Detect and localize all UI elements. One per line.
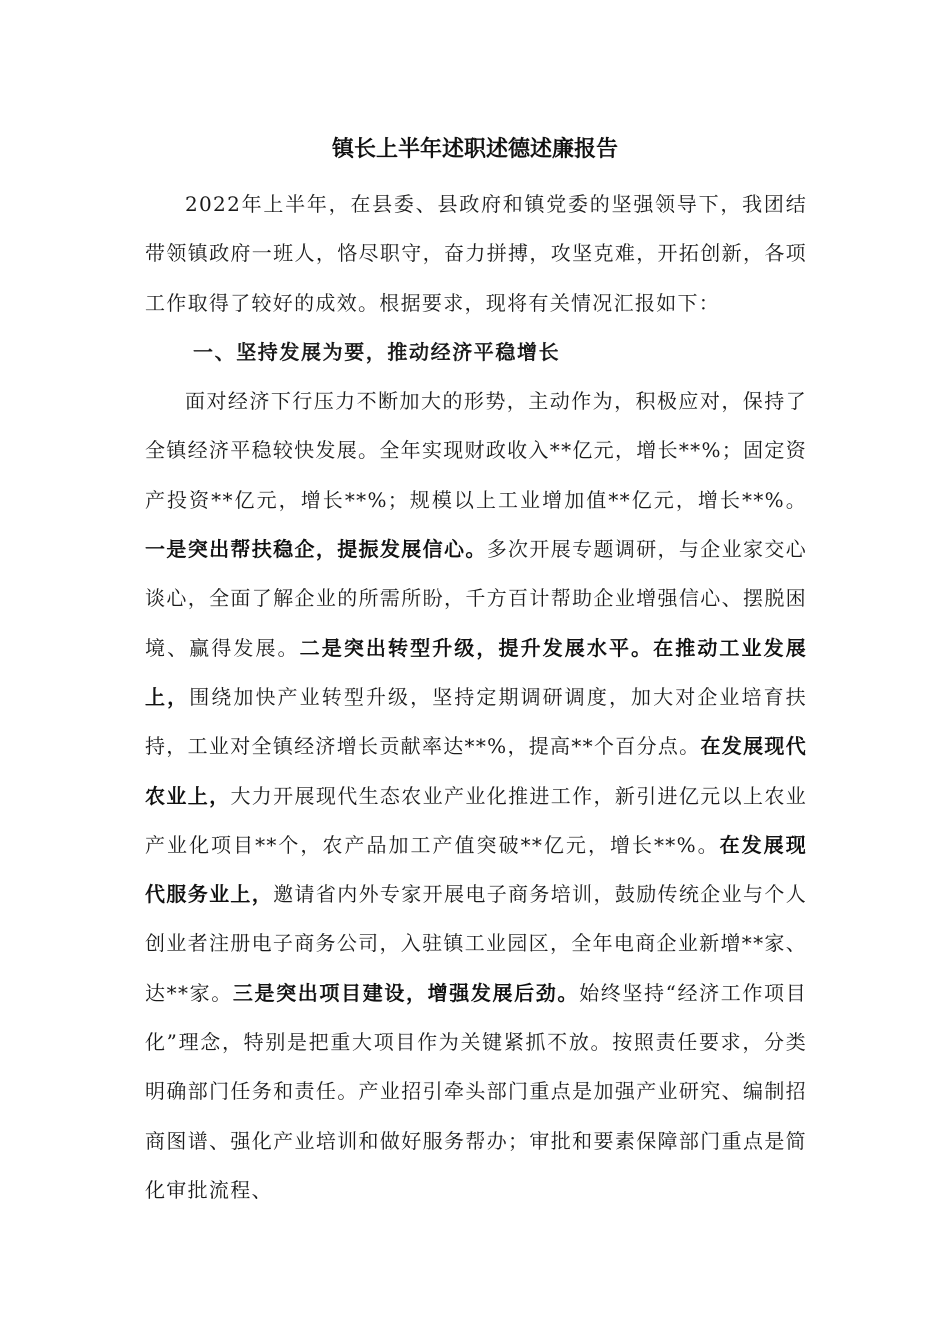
section-paragraph (145, 377, 807, 1215)
bold-point: 三是突出项目建设，增强发展后劲。 (232, 980, 580, 1005)
bold-point: 一是突出帮扶稳企，提振发展信心。 (145, 537, 487, 562)
body-text: 邀请省内外专家开展电子商务培训，鼓励传统企业与个人创业者注册电子商务公司，入驻镇工业园区，全年电商企业新增**家、达**家。 (145, 882, 807, 1005)
document-title: 镇长上半年述职述德述廉报告 (331, 137, 618, 162)
body-text: 围绕加快产业转型升级，坚持定期调研调度，加大对企业培育扶持，工业对全镇经济增长贡献率达**%，提高**个百分点。 (145, 684, 807, 759)
bold-point: 在发展现代农业上， (145, 734, 807, 808)
body-text: 始终坚持“经济工作项目化”理念，特别是把重大项目作为关键紧抓不放。按照责任要求，分类明确部门任务和责任。产业招引牵头部门重点是加强产业研究、编制招商图谱、强化产业培训和做好服务帮办；审批和要素保障部门重点是简化审批流程、 (145, 980, 807, 1202)
body-text: 面对经济下行压力不断加大的形势，主动作为，积极应对，保持了全镇经济平稳较快发展。全年实现财政收入**亿元，增长**%；固定资产投资**亿元，增长**%；规模以上工业增加值**亿元，增长**%。 (145, 389, 807, 512)
intro-paragraph: 2022年上半年，在县委、县政府和镇党委的坚强领导下，我团结带领镇政府一班人，恪尽职守，奋力拼搏，攻坚克难，开拓创新，各项工作取得了较好的成效。根据要求，现将有关情况汇报如下： (145, 192, 807, 315)
document-body (145, 180, 807, 1215)
bold-point: 二是突出转型升级，提升发展水平。在推动工业发展上， (145, 635, 807, 709)
bold-point: 在发展现代服务业上， (145, 832, 807, 907)
body-text: 大力开展现代生态农业产业化推进工作，新引进亿元以上农业产业化项目**个，农产品加工产值突破**亿元，增长**%。 (145, 783, 807, 857)
body-text: 多次开展专题调研，与企业家交心谈心，全面了解企业的所需所盼，千方百计帮助企业增强信心、摆脱困境、赢得发展。 (145, 537, 807, 660)
section-heading: 一、坚持发展为要，推动经济平稳增长 (193, 339, 561, 364)
